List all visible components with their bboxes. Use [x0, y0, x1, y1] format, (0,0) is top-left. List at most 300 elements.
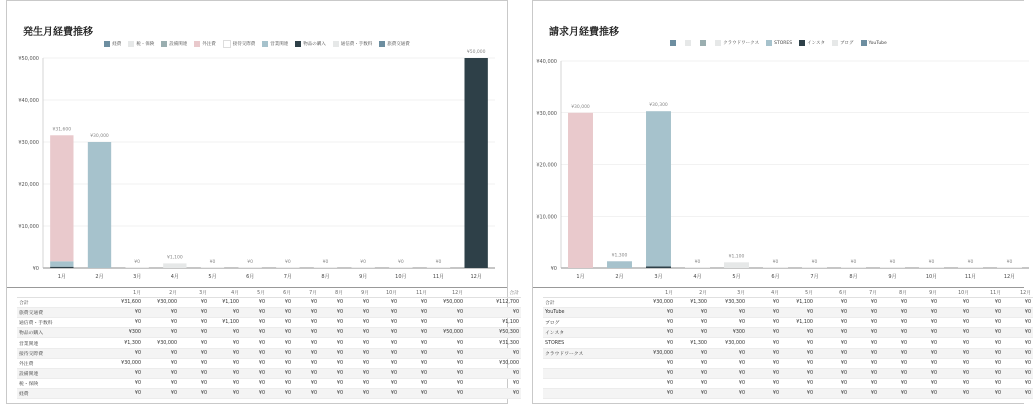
table-cell: ¥1,300 [675, 298, 709, 308]
bar-segment[interactable] [125, 267, 148, 268]
row-label: 営業関連 [17, 338, 105, 348]
table-cell: ¥30,000 [709, 338, 747, 348]
table-cell: ¥0 [909, 388, 939, 398]
row-label [543, 388, 635, 398]
y-tick-label: ¥10,000 [18, 224, 39, 230]
table-cell: ¥0 [179, 388, 209, 398]
data-label: ¥30,300 [649, 103, 668, 109]
table-cell: ¥1,100 [209, 298, 241, 308]
table-cell: ¥0 [429, 308, 465, 318]
column-header[interactable] [543, 288, 635, 298]
table-cell: ¥0 [143, 348, 179, 358]
column-header[interactable]: 7月 [849, 288, 879, 298]
table-cell: ¥0 [1003, 308, 1033, 318]
table-cell: ¥1,300 [105, 338, 143, 348]
bar-segment[interactable] [646, 266, 671, 268]
table-cell: ¥0 [635, 358, 675, 368]
column-header[interactable]: 3月 [179, 288, 209, 298]
legend-label: 経費 [112, 42, 122, 47]
table-cell: ¥0 [429, 368, 465, 378]
table-cell: ¥0 [179, 368, 209, 378]
table-cell: ¥0 [879, 348, 909, 358]
table-cell: ¥0 [371, 348, 399, 358]
table-cell: ¥0 [747, 338, 781, 348]
table-cell: ¥0 [781, 348, 815, 358]
table-cell: ¥0 [465, 348, 521, 358]
table-cell: ¥0 [143, 378, 179, 388]
legend-label: 税・保険 [136, 42, 155, 47]
table-cell: ¥0 [209, 378, 241, 388]
table-cell: ¥0 [241, 308, 267, 318]
table-cell: ¥0 [849, 358, 879, 368]
table-cell: ¥0 [709, 308, 747, 318]
table-cell: ¥0 [319, 358, 345, 368]
row-label: 経費 [17, 388, 105, 398]
table-cell: ¥0 [345, 368, 371, 378]
table-cell: ¥0 [849, 338, 879, 348]
column-header[interactable]: 11月 [399, 288, 429, 298]
column-header[interactable]: 6月 [815, 288, 849, 298]
right-legend-item[interactable] [766, 40, 792, 46]
table-cell: ¥0 [971, 318, 1003, 328]
table-cell: ¥0 [241, 388, 267, 398]
table-cell: ¥0 [319, 368, 345, 378]
table-cell: ¥0 [879, 298, 909, 308]
table-cell: ¥0 [429, 358, 465, 368]
column-header[interactable]: 5月 [781, 288, 815, 298]
table-cell: ¥0 [319, 348, 345, 358]
table-cell: ¥0 [241, 318, 267, 328]
legend-label: 設備関連 [169, 42, 188, 47]
table-cell: ¥0 [849, 388, 879, 398]
data-label: ¥0 [850, 260, 857, 265]
bar-segment[interactable] [50, 261, 73, 266]
table-cell: ¥0 [293, 298, 319, 308]
table-cell: ¥1,300 [675, 338, 709, 348]
bar-segment[interactable] [201, 267, 224, 268]
table-cell: ¥0 [879, 388, 909, 398]
table-cell: ¥1,100 [209, 318, 241, 328]
table-cell: ¥0 [209, 368, 241, 378]
table-cell: ¥0 [635, 378, 675, 388]
x-tick-label: 12月 [470, 274, 482, 280]
table-row [17, 348, 521, 358]
bar-segment[interactable] [724, 262, 749, 268]
bar-segment[interactable] [997, 267, 1022, 268]
right-legend-item[interactable] [700, 40, 708, 46]
table-cell: ¥0 [209, 338, 241, 348]
data-label: ¥1,100 [728, 254, 745, 260]
table-row [17, 388, 521, 398]
bar-segment[interactable] [802, 267, 827, 268]
left-legend-item[interactable] [379, 40, 410, 48]
bar-segment[interactable] [50, 267, 73, 268]
table-cell: ¥0 [105, 308, 143, 318]
table-cell: ¥0 [909, 338, 939, 348]
left-legend-item[interactable] [295, 40, 326, 48]
table-cell: ¥0 [781, 338, 815, 348]
table-cell: ¥50,000 [429, 298, 465, 308]
row-label: 合計 [543, 298, 635, 308]
table-cell: ¥0 [345, 328, 371, 338]
table-cell: ¥0 [1003, 388, 1033, 398]
table-cell: ¥0 [399, 308, 429, 318]
table-cell: ¥0 [267, 318, 293, 328]
table-cell: ¥0 [267, 378, 293, 388]
bar-segment[interactable] [276, 267, 299, 268]
table-cell: ¥0 [179, 348, 209, 358]
column-header[interactable]: 8月 [879, 288, 909, 298]
data-label: ¥0 [360, 260, 367, 265]
table-cell: ¥0 [1003, 368, 1033, 378]
bar-segment[interactable] [50, 135, 73, 261]
table-cell: ¥30,000 [143, 338, 179, 348]
table-cell: ¥0 [909, 358, 939, 368]
bar-segment[interactable] [685, 267, 710, 268]
x-tick-label: 10月 [925, 274, 938, 280]
row-label: 設備関連 [17, 368, 105, 378]
table-cell: ¥0 [709, 388, 747, 398]
table-cell: ¥0 [465, 378, 521, 388]
table-cell: ¥0 [971, 338, 1003, 348]
table-cell: ¥0 [879, 338, 909, 348]
column-header[interactable]: 6月 [267, 288, 293, 298]
bar-segment[interactable] [919, 267, 944, 268]
table-cell: ¥0 [849, 298, 879, 308]
column-header[interactable]: 10月 [939, 288, 971, 298]
table-cell: ¥0 [815, 308, 849, 318]
table-cell: ¥0 [635, 388, 675, 398]
table-cell: ¥0 [399, 348, 429, 358]
table-row [17, 368, 521, 378]
legend-swatch [379, 41, 385, 47]
table-cell: ¥0 [179, 358, 209, 368]
table-cell: ¥0 [909, 318, 939, 328]
table-cell: ¥0 [105, 348, 143, 358]
bar-segment[interactable] [958, 267, 983, 268]
table-cell: ¥0 [849, 348, 879, 358]
data-label: ¥0 [435, 260, 442, 265]
table-cell: ¥0 [345, 318, 371, 328]
table-cell: ¥0 [815, 338, 849, 348]
column-header[interactable]: 7月 [293, 288, 319, 298]
table-cell: ¥0 [319, 298, 345, 308]
x-tick-label: 8月 [849, 274, 858, 280]
column-header[interactable] [17, 288, 105, 298]
table-cell: ¥0 [429, 318, 465, 328]
table-cell: ¥0 [293, 358, 319, 368]
table-cell: ¥0 [747, 298, 781, 308]
bar-segment[interactable] [464, 58, 487, 268]
x-tick-label: 2月 [95, 274, 104, 280]
row-label [543, 358, 635, 368]
table-cell: ¥0 [105, 368, 143, 378]
left-bar-chart [7, 51, 509, 283]
table-cell: ¥0 [267, 308, 293, 318]
table-cell: ¥0 [371, 338, 399, 348]
table-cell: ¥0 [241, 348, 267, 358]
data-label: ¥0 [209, 260, 216, 265]
table-cell: ¥0 [399, 378, 429, 388]
table-cell: ¥0 [675, 358, 709, 368]
table-cell: ¥0 [675, 348, 709, 358]
legend-swatch [799, 40, 805, 46]
x-tick-label: 10月 [395, 274, 407, 280]
bar-segment[interactable] [163, 263, 186, 268]
y-tick-label: ¥0 [32, 266, 39, 272]
bar-segment[interactable] [607, 261, 632, 268]
column-header[interactable]: 12月 [1003, 288, 1033, 298]
bar-segment[interactable] [427, 267, 450, 268]
table-cell: ¥0 [179, 308, 209, 318]
data-label: ¥0 [694, 260, 701, 265]
x-tick-label: 4月 [693, 274, 702, 280]
y-tick-label: ¥40,000 [536, 59, 557, 65]
table-cell: ¥0 [209, 358, 241, 368]
column-header[interactable]: 8月 [319, 288, 345, 298]
bar-segment[interactable] [238, 267, 261, 268]
table-cell: ¥0 [399, 368, 429, 378]
table-cell: ¥0 [267, 338, 293, 348]
legend-label: 接待交際費 [232, 42, 256, 47]
table-cell: ¥0 [143, 318, 179, 328]
table-cell: ¥0 [209, 348, 241, 358]
table-row [543, 338, 1033, 348]
bar-segment[interactable] [646, 111, 671, 266]
table-cell: ¥30,000 [465, 358, 521, 368]
row-label: 外注費 [17, 358, 105, 368]
y-tick-label: ¥20,000 [536, 162, 557, 169]
table-cell: ¥0 [675, 308, 709, 318]
table-cell: ¥0 [939, 348, 971, 358]
table-cell: ¥0 [971, 328, 1003, 338]
bar-segment[interactable] [389, 267, 412, 268]
table-cell: ¥0 [1003, 378, 1033, 388]
bar-segment[interactable] [314, 267, 337, 268]
right-bar-chart [533, 51, 1025, 283]
left-legend-item[interactable] [333, 40, 373, 48]
legend-swatch [194, 41, 200, 47]
row-label: 合計 [17, 298, 105, 308]
bar-segment[interactable] [880, 267, 905, 268]
table-cell: ¥0 [241, 358, 267, 368]
table-cell: ¥0 [345, 358, 371, 368]
row-label [543, 368, 635, 378]
data-label: ¥0 [772, 260, 779, 265]
x-tick-label: 7月 [810, 274, 819, 280]
column-header[interactable]: 5月 [241, 288, 267, 298]
column-header[interactable]: 4月 [209, 288, 241, 298]
left-legend-item[interactable] [161, 40, 187, 48]
y-tick-label: ¥10,000 [536, 214, 557, 221]
table-cell: ¥0 [345, 308, 371, 318]
data-label: ¥0 [967, 260, 974, 265]
legend-label: 通信費・手数料 [340, 42, 373, 47]
right-legend-item[interactable] [799, 40, 825, 46]
table-cell: ¥0 [371, 318, 399, 328]
column-header[interactable]: 9月 [909, 288, 939, 298]
x-tick-label: 9月 [359, 274, 368, 280]
table-cell: ¥0 [939, 328, 971, 338]
table-cell: ¥0 [675, 378, 709, 388]
table-cell: ¥0 [293, 328, 319, 338]
table-cell: ¥31,300 [465, 338, 521, 348]
table-cell: ¥0 [1003, 328, 1033, 338]
left-chart-title: 発生月経費推移 [23, 27, 93, 38]
y-tick-label: ¥20,000 [18, 182, 39, 188]
table-cell: ¥0 [293, 338, 319, 348]
table-cell: ¥0 [319, 388, 345, 398]
table-cell: ¥0 [429, 338, 465, 348]
table-cell: ¥0 [241, 368, 267, 378]
bar-segment[interactable] [88, 142, 111, 268]
table-cell: ¥30,000 [105, 358, 143, 368]
legend-swatch [223, 40, 231, 48]
left-legend-item[interactable] [262, 40, 288, 48]
table-cell: ¥0 [709, 378, 747, 388]
column-header[interactable]: 12月 [429, 288, 465, 298]
right-legend-item[interactable] [715, 40, 759, 46]
data-label: ¥0 [247, 260, 254, 265]
table-cell: ¥0 [815, 318, 849, 328]
table-cell: ¥0 [971, 388, 1003, 398]
right-data-table [543, 288, 1033, 399]
x-tick-label: 3月 [654, 274, 663, 280]
legend-label: STORES [774, 40, 793, 46]
table-cell: ¥0 [1003, 338, 1033, 348]
column-header[interactable]: 合計 [465, 288, 521, 298]
table-cell: ¥0 [939, 368, 971, 378]
table-cell: ¥0 [319, 308, 345, 318]
table-cell: ¥50,300 [465, 328, 521, 338]
table-row [17, 298, 521, 308]
column-header[interactable]: 2月 [143, 288, 179, 298]
table-cell: ¥1,100 [781, 298, 815, 308]
table-cell: ¥0 [241, 378, 267, 388]
table-row [543, 318, 1033, 328]
table-row [543, 368, 1033, 378]
y-tick-label: ¥0 [550, 266, 557, 272]
left-legend-item[interactable] [223, 40, 256, 48]
legend-label: 営業関連 [270, 42, 289, 47]
table-cell: ¥0 [241, 328, 267, 338]
table-cell: ¥0 [971, 358, 1003, 368]
column-header[interactable]: 1月 [105, 288, 143, 298]
table-cell: ¥0 [747, 318, 781, 328]
table-cell: ¥0 [371, 368, 399, 378]
table-row [543, 378, 1033, 388]
x-tick-label: 5月 [732, 274, 741, 280]
table-cell: ¥0 [143, 358, 179, 368]
table-cell: ¥0 [429, 378, 465, 388]
data-label: ¥0 [1006, 260, 1013, 265]
table-cell: ¥0 [399, 388, 429, 398]
column-header[interactable]: 9月 [345, 288, 371, 298]
table-cell: ¥0 [267, 358, 293, 368]
x-tick-label: 4月 [170, 274, 179, 280]
right-legend-item[interactable] [685, 40, 693, 46]
table-cell: ¥0 [293, 378, 319, 388]
table-cell: ¥30,000 [143, 298, 179, 308]
table-cell: ¥0 [971, 368, 1003, 378]
x-tick-label: 5月 [208, 274, 217, 280]
table-cell: ¥0 [781, 368, 815, 378]
table-row [17, 338, 521, 348]
left-legend-item[interactable] [128, 40, 154, 48]
table-cell: ¥0 [267, 368, 293, 378]
table-cell: ¥0 [209, 388, 241, 398]
table-cell: ¥0 [371, 358, 399, 368]
x-tick-label: 2月 [615, 274, 624, 280]
column-header[interactable]: 10月 [371, 288, 399, 298]
table-cell: ¥0 [105, 388, 143, 398]
right-legend-item[interactable] [861, 40, 887, 46]
table-header-row [17, 288, 521, 298]
legend-swatch [715, 40, 721, 46]
table-cell: ¥0 [909, 308, 939, 318]
right-legend-item[interactable] [670, 40, 678, 46]
data-label: ¥0 [284, 260, 291, 265]
right-legend-item[interactable] [832, 40, 854, 46]
bar-segment[interactable] [763, 267, 788, 268]
row-label: 物品の購入 [17, 328, 105, 338]
bar-segment[interactable] [568, 113, 593, 268]
table-cell: ¥0 [267, 348, 293, 358]
table-cell: ¥0 [675, 318, 709, 328]
left-legend-item[interactable] [194, 40, 216, 48]
table-cell: ¥0 [371, 308, 399, 318]
table-cell: ¥0 [747, 378, 781, 388]
x-tick-label: 11月 [432, 274, 445, 280]
table-cell: ¥0 [939, 388, 971, 398]
table-cell: ¥30,000 [635, 348, 675, 358]
table-row [543, 348, 1033, 358]
table-cell: ¥0 [909, 298, 939, 308]
table-row [17, 318, 521, 328]
table-cell: ¥300 [105, 328, 143, 338]
table-cell: ¥0 [879, 318, 909, 328]
row-label: クラウドワークス [543, 348, 635, 358]
table-cell: ¥0 [635, 328, 675, 338]
row-label: STORES [543, 338, 635, 348]
row-label [543, 378, 635, 388]
table-cell: ¥0 [635, 368, 675, 378]
column-header[interactable]: 1月 [635, 288, 675, 298]
y-tick-label: ¥40,000 [18, 98, 39, 104]
x-tick-label: 9月 [888, 274, 897, 280]
row-label: インスタ [543, 328, 635, 338]
column-header[interactable]: 4月 [747, 288, 781, 298]
table-cell: ¥0 [179, 318, 209, 328]
row-label: 接待交際費 [17, 348, 105, 358]
table-row [17, 328, 521, 338]
table-cell: ¥0 [105, 318, 143, 328]
table-cell: ¥0 [179, 328, 209, 338]
table-cell: ¥0 [781, 378, 815, 388]
bar-segment[interactable] [841, 267, 866, 268]
table-cell: ¥0 [293, 318, 319, 328]
bar-segment[interactable] [351, 267, 374, 268]
column-header[interactable]: 3月 [709, 288, 747, 298]
table-cell: ¥0 [675, 388, 709, 398]
left-legend-item[interactable] [104, 40, 121, 48]
row-label: 通信費・手数料 [17, 318, 105, 328]
left-data-table [17, 288, 521, 399]
table-cell: ¥0 [909, 368, 939, 378]
column-header[interactable]: 11月 [971, 288, 1003, 298]
table-cell: ¥0 [319, 318, 345, 328]
column-header[interactable]: 2月 [675, 288, 709, 298]
